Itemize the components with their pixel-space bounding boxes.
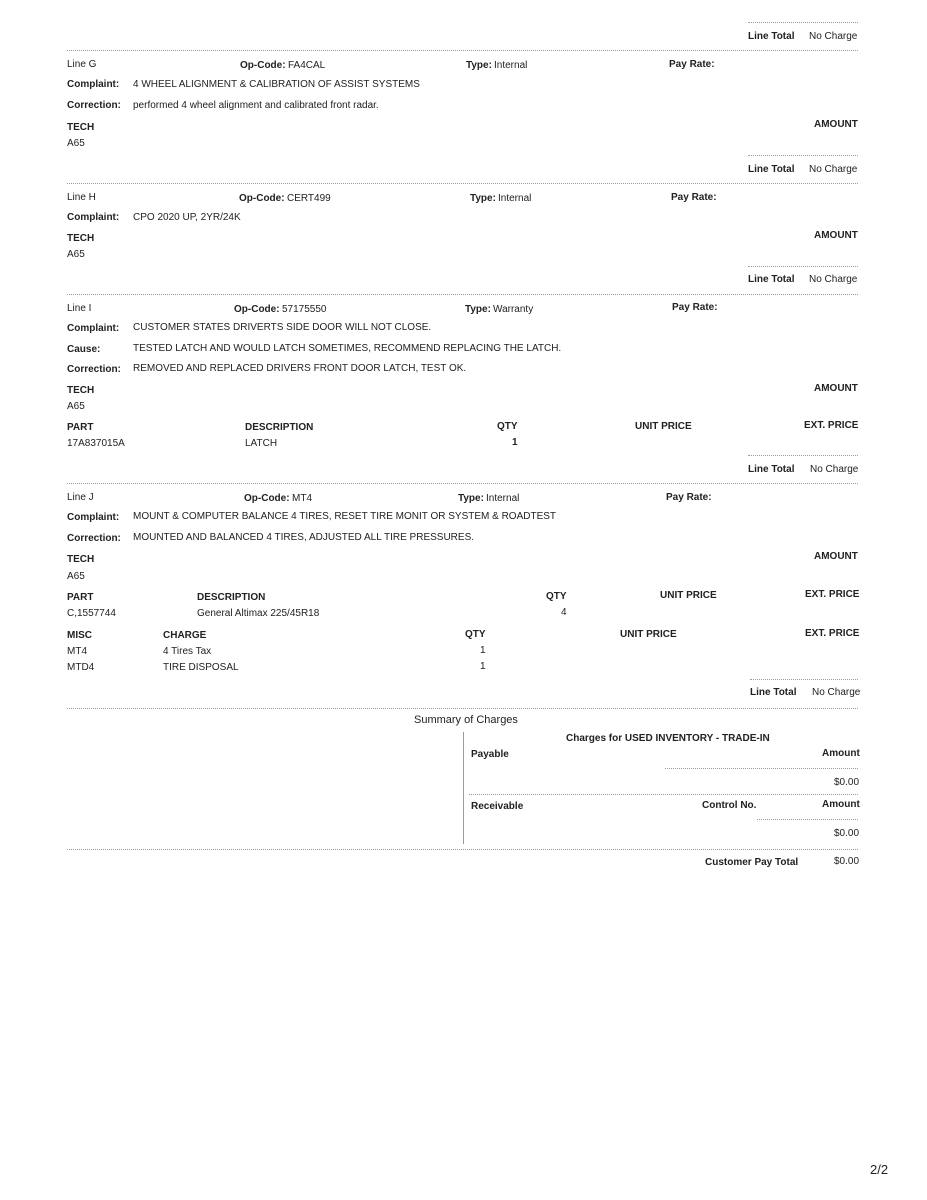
receivable-amount-label: Amount — [822, 799, 860, 810]
tech-value: A65 — [67, 401, 85, 412]
page-number: 2/2 — [870, 1162, 889, 1177]
complaint-label: Complaint: — [67, 79, 120, 90]
charge-header: CHARGE — [163, 630, 207, 641]
line-total-value: No Charge — [809, 31, 858, 42]
correction-label: Correction: — [67, 533, 121, 544]
op-code-value: MT4 — [292, 493, 312, 504]
tech-value: A65 — [67, 138, 85, 149]
receivable-label: Receivable — [471, 801, 524, 812]
tech-value: A65 — [67, 249, 85, 260]
divider — [757, 819, 858, 820]
part-description: General Altimax 225/45R18 — [197, 608, 320, 619]
tech-label: TECH — [67, 122, 95, 133]
complaint-text: 4 WHEEL ALIGNMENT & CALIBRATION OF ASSIST SYSTEMS — [133, 79, 420, 90]
part-number: 17A837015A — [67, 438, 125, 449]
complaint-label: Complaint: — [67, 323, 120, 334]
unit-price-header: UNIT PRICE — [660, 590, 717, 601]
divider — [67, 183, 858, 184]
op-code-label: Op-Code: — [234, 304, 280, 315]
op-code-label: Op-Code: — [240, 60, 286, 71]
type-value: Warranty — [493, 304, 534, 315]
op-code-value: FA4CAL — [288, 60, 326, 71]
divider — [67, 294, 858, 295]
complaint-text: CPO 2020 UP, 2YR/24K — [133, 212, 241, 223]
line-total-value: No Charge — [809, 274, 858, 285]
line-total-label: Line Total — [750, 687, 797, 698]
receivable-amount: $0.00 — [834, 828, 860, 839]
complaint-label: Complaint: — [67, 212, 120, 223]
type-value: Internal — [494, 60, 528, 71]
amount-label: AMOUNT — [814, 551, 858, 562]
complaint-text: CUSTOMER STATES DRIVERTS SIDE DOOR WILL NOT CLOSE. — [133, 322, 432, 333]
op-code-value: CERT499 — [287, 193, 331, 204]
amount-label: AMOUNT — [814, 383, 858, 394]
part-description: LATCH — [245, 438, 278, 449]
pay-rate-label: Pay Rate: — [666, 492, 712, 503]
misc-charge: TIRE DISPOSAL — [163, 662, 239, 673]
line-total-label: Line Total — [748, 464, 795, 475]
unit-price-header: UNIT PRICE — [635, 421, 692, 432]
type-label: Type: — [466, 60, 492, 71]
type-label: Type: — [458, 493, 484, 504]
type-value: Internal — [486, 493, 520, 504]
control-no-label: Control No. — [702, 800, 757, 811]
line-total-label: Line Total — [748, 164, 795, 175]
part-number: C,1557744 — [67, 608, 116, 619]
divider — [750, 679, 858, 680]
ext-price-header: EXT. PRICE — [804, 420, 859, 431]
customer-pay-total-label: Customer Pay Total — [705, 857, 799, 868]
divider — [748, 22, 858, 23]
type-value: Internal — [498, 193, 532, 204]
payable-label: Payable — [471, 749, 509, 760]
misc-header: MISC — [67, 630, 92, 641]
correction-text: REMOVED AND REPLACED DRIVERS FRONT DOOR LATCH, TEST OK. — [133, 363, 467, 374]
tech-label: TECH — [67, 385, 95, 396]
line-total-value: No Charge — [809, 164, 858, 175]
line-total-value: No Charge — [810, 464, 859, 475]
line-total-value: No Charge — [812, 687, 861, 698]
pay-rate-label: Pay Rate: — [671, 192, 717, 203]
divider — [67, 483, 858, 484]
complaint-label: Complaint: — [67, 512, 120, 523]
line-total-label: Line Total — [748, 274, 795, 285]
correction-label: Correction: — [67, 100, 121, 111]
qty-header: QTY — [497, 421, 518, 432]
unit-price-header: UNIT PRICE — [620, 629, 677, 640]
pay-rate-label: Pay Rate: — [672, 302, 718, 313]
qty-header: QTY — [546, 591, 567, 602]
qty-header: QTY — [465, 629, 486, 640]
type-label: Type: — [470, 193, 496, 204]
divider — [748, 155, 858, 156]
part-header: PART — [67, 422, 94, 433]
divider — [748, 266, 858, 267]
line-total-label: Line Total — [748, 31, 795, 42]
divider — [665, 768, 858, 769]
divider — [67, 708, 858, 709]
description-header: DESCRIPTION — [245, 422, 314, 433]
ext-price-header: EXT. PRICE — [805, 589, 860, 600]
part-qty: 4 — [561, 607, 567, 618]
correction-label: Correction: — [67, 364, 121, 375]
misc-code: MT4 — [67, 646, 87, 657]
misc-charge: 4 Tires Tax — [163, 646, 212, 657]
tech-label: TECH — [67, 233, 95, 244]
description-header: DESCRIPTION — [197, 592, 266, 603]
correction-text: performed 4 wheel alignment and calibrated front radar. — [133, 100, 379, 111]
cause-text: TESTED LATCH AND WOULD LATCH SOMETIMES, RECOMMEND REPLACING THE LATCH. — [133, 343, 562, 354]
divider — [748, 455, 858, 456]
tech-value: A65 — [67, 571, 85, 582]
amount-label: AMOUNT — [814, 230, 858, 241]
pay-rate-label: Pay Rate: — [669, 59, 715, 70]
type-label: Type: — [465, 304, 491, 315]
summary-title: Summary of Charges — [414, 714, 518, 726]
divider — [469, 794, 858, 795]
charges-for-label: Charges for USED INVENTORY - TRADE-IN — [566, 733, 770, 744]
part-header: PART — [67, 592, 94, 603]
op-code-value: 57175550 — [282, 304, 327, 315]
customer-pay-total: $0.00 — [834, 856, 860, 867]
correction-text: MOUNTED AND BALANCED 4 TIRES, ADJUSTED ALL TIRE PRESSURES. — [133, 532, 475, 543]
line-label: Line I — [67, 303, 92, 314]
line-label: Line H — [67, 192, 96, 203]
line-label: Line J — [67, 492, 94, 503]
summary-vertical-divider — [463, 732, 464, 844]
line-label: Line G — [67, 59, 97, 70]
divider — [67, 50, 858, 51]
amount-label: AMOUNT — [814, 119, 858, 130]
ext-price-header: EXT. PRICE — [805, 628, 860, 639]
payable-amount-label: Amount — [822, 748, 860, 759]
op-code-label: Op-Code: — [239, 193, 285, 204]
op-code-label: Op-Code: — [244, 493, 290, 504]
tech-label: TECH — [67, 554, 95, 565]
misc-qty: 1 — [480, 661, 486, 672]
payable-amount: $0.00 — [834, 777, 860, 788]
misc-code: MTD4 — [67, 662, 95, 673]
divider — [67, 849, 858, 850]
complaint-text: MOUNT & COMPUTER BALANCE 4 TIRES, RESET TIRE MONIT OR SYSTEM & ROADTEST — [133, 511, 557, 522]
misc-qty: 1 — [480, 645, 486, 656]
part-qty: 1 — [512, 437, 518, 448]
cause-label: Cause: — [67, 344, 101, 355]
